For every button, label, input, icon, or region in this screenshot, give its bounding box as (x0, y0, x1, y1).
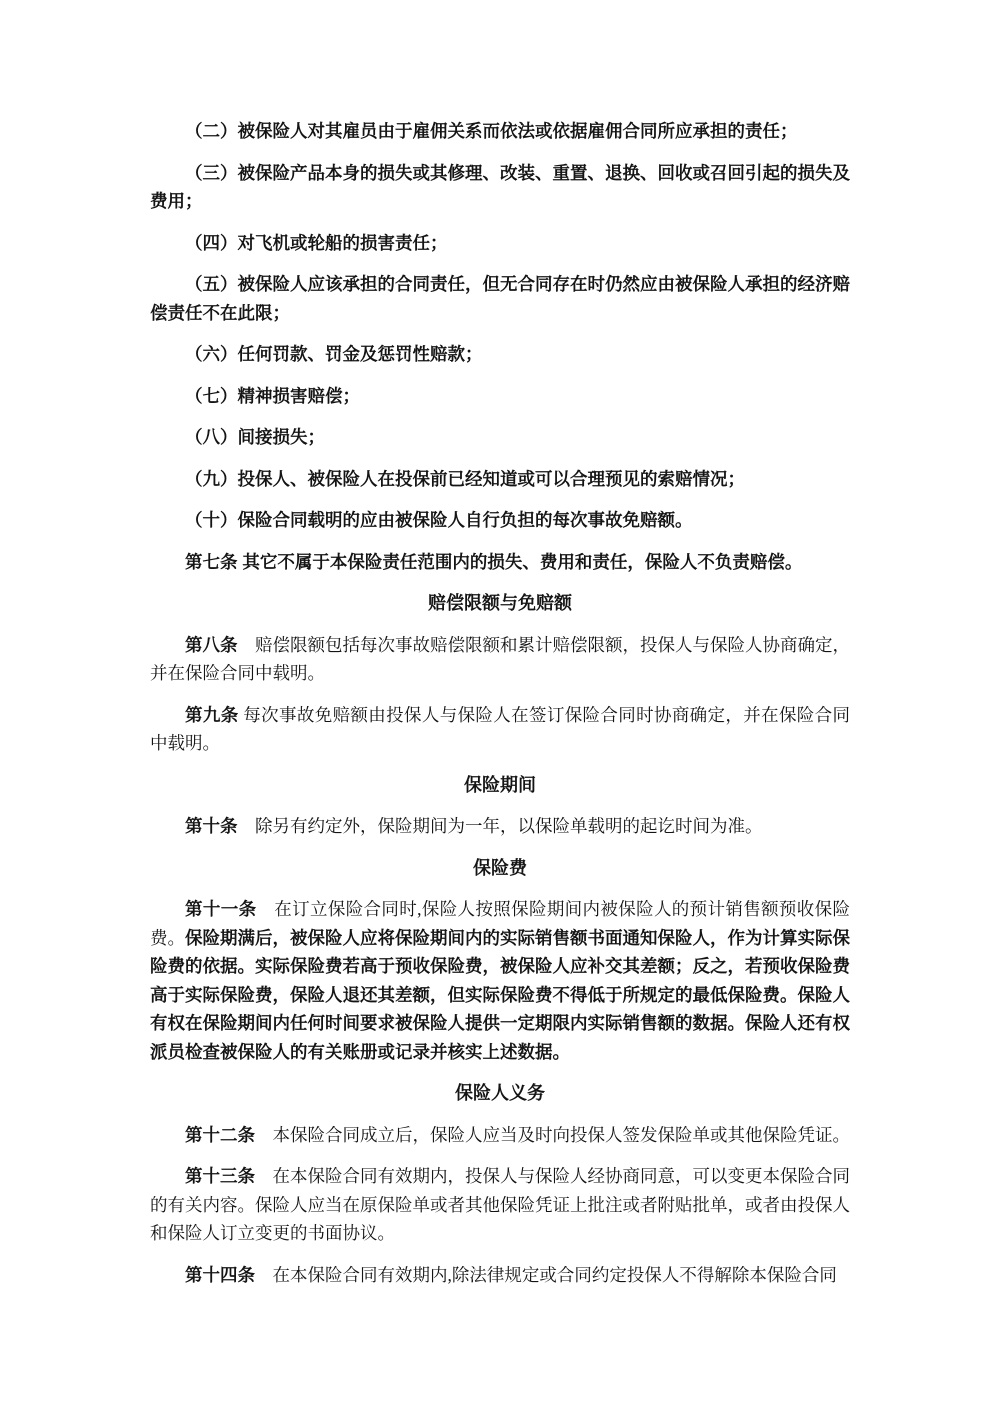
exclusion-item-8-run-0: （八）间接损失； (185, 427, 325, 447)
exclusion-item-7 (150, 382, 850, 411)
exclusion-item-2 (150, 117, 850, 146)
exclusion-item-10-run-0: （十）保险合同载明的应由被保险人自行负担的每次事故免赔额。 (185, 510, 693, 530)
exclusion-item-7-run-0: （七）精神损害赔偿； (185, 385, 360, 406)
exclusion-item-5-run-0: （五）被保险人应该承担的合同责任，但无合同存在时仍然应由被保险人承担的经济赔偿责任不在此限； (150, 274, 850, 323)
exclusion-item-10 (150, 506, 850, 535)
section-heading-compensation-limit-run-0: 赔偿限额与免赔额 (428, 593, 572, 613)
clause-8 (150, 631, 850, 688)
clause-7 (150, 548, 850, 577)
clause-13-run-0: 第十三条 (185, 1166, 255, 1186)
exclusion-item-5 (150, 270, 850, 327)
clause-10-run-0: 第十条 (185, 816, 238, 836)
clause-11-run-0: 第十一条 (185, 899, 257, 919)
clause-11-run-2: 保险期满后，被保险人应将保险期间内的实际销售额书面通知保险人，作为计算实际保险费的依据。实际保险费若高于预收保险费，被保险人应补交其差额；反之，若预收保险费高于实际保险费，保险人退还其差额，但实际保险费不得低于所规定的最低保险费。保险人有权在保险期间内任何时间要求被保险人提供一定期限内实际销售额的数据。保险人还有权派员检查被保险人的有关账册或记录并核实上述数据。 (150, 927, 850, 1062)
section-heading-premium (150, 854, 850, 883)
section-heading-premium-run-0: 保险费 (473, 857, 527, 878)
clause-10 (150, 812, 850, 841)
exclusion-item-3-run-0: （三）被保险产品本身的损失或其修理、改装、重置、退换、回收或召回引起的损失及费用； (150, 162, 850, 211)
clause-12 (150, 1121, 850, 1150)
clause-7-run-0: 第七条 其它不属于本保险责任范围内的损失、费用和责任，保险人不负责赔偿。 (185, 551, 803, 572)
clause-12-run-0: 第十二条 (185, 1124, 255, 1145)
document-body (150, 117, 850, 1289)
clause-12-run-1: 本保险合同成立后，保险人应当及时向投保人签发保险单或其他保险凭证。 (255, 1124, 850, 1145)
clause-14-run-0: 第十四条 (185, 1264, 255, 1285)
exclusion-item-9 (150, 465, 850, 494)
exclusion-item-8 (150, 423, 850, 452)
clause-14-run-1: 在本保险合同有效期内,除法律规定或合同约定投保人不得解除本保险合同 (255, 1264, 837, 1285)
exclusion-item-4-run-0: （四）对飞机或轮船的损害责任； (185, 232, 448, 253)
clause-10-run-1: 除另有约定外，保险期间为一年，以保险单载明的起讫时间为准。 (237, 816, 763, 836)
section-heading-insurance-period-run-0: 保险期间 (464, 774, 536, 795)
exclusion-item-3 (150, 159, 850, 216)
exclusion-item-4 (150, 229, 850, 258)
clause-13-run-1: 在本保险合同有效期内，投保人与保险人经协商同意，可以变更本保险合同的有关内容。保险人应当在原保险单或者其他保险凭证上批注或者附贴批单，或者由投保人和保险人订立变更的书面协议。 (150, 1166, 850, 1243)
clause-9-run-1: 每次事故免赔额由投保人与保险人在签订保险合同时协商确定，并在保险合同中载明。 (150, 704, 851, 753)
clause-11 (150, 895, 850, 1066)
section-heading-compensation-limit (150, 589, 850, 618)
clause-8-run-1: 赔偿限额包括每次事故赔偿限额和累计赔偿限额，投保人与保险人协商确定，并在保险合同中载明。 (150, 634, 850, 683)
clause-8-run-0: 第八条 (185, 634, 238, 655)
clause-9 (150, 701, 850, 758)
section-heading-insurer-obligations-run-0: 保险人义务 (455, 1083, 545, 1103)
section-heading-insurer-obligations (150, 1079, 850, 1108)
exclusion-item-9-run-0: （九）投保人、被保险人在投保前已经知道或可以合理预见的索赔情况； (185, 468, 745, 489)
exclusion-item-6-run-0: （六）任何罚款、罚金及惩罚性赔款； (185, 344, 483, 364)
clause-9-run-0: 第九条 (185, 704, 239, 725)
exclusion-item-2-run-0: （二）被保险人对其雇员由于雇佣关系而依法或依据雇佣合同所应承担的责任； (185, 121, 798, 141)
clause-11-run-1: 在订立保险合同时,保险人按照保险期间内被保险人的预计销售额预收保险费。 (150, 899, 851, 948)
clause-14 (150, 1261, 850, 1290)
clause-13 (150, 1162, 850, 1248)
section-heading-insurance-period (150, 771, 850, 800)
exclusion-item-6 (150, 340, 850, 369)
